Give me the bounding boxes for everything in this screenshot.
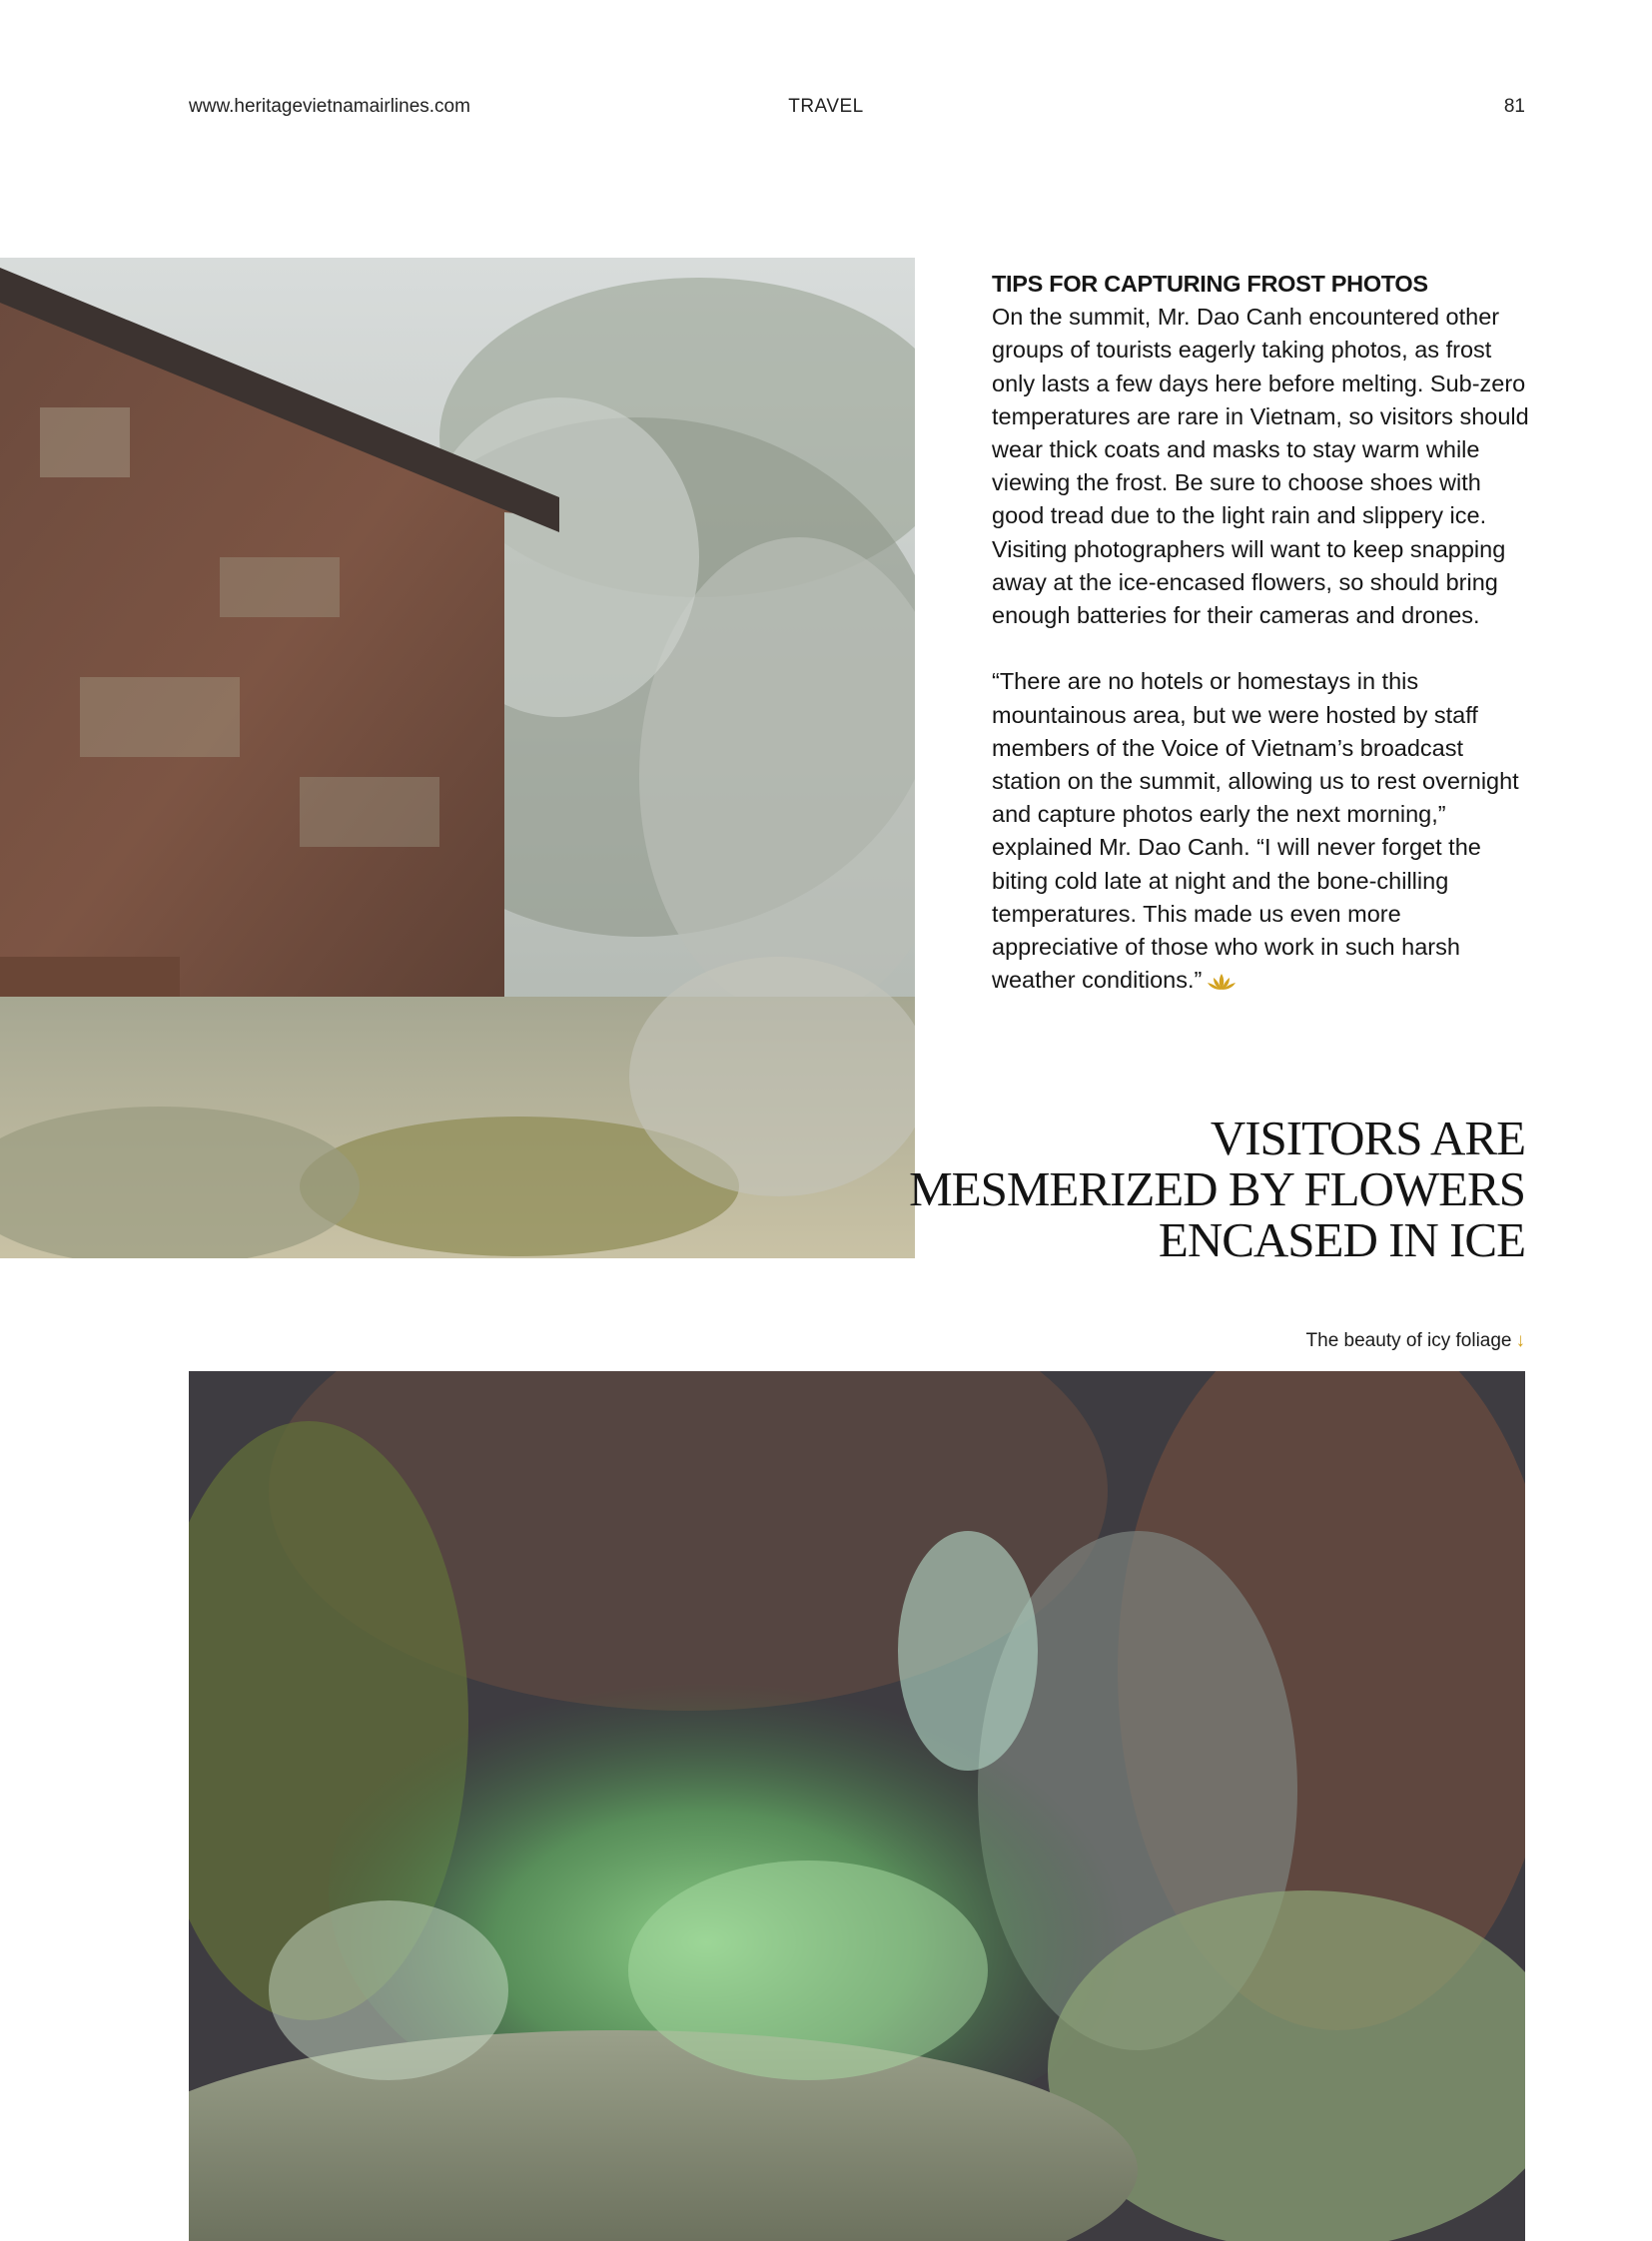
article-text <box>992 268 1531 1031</box>
section-heading: TIPS FOR CAPTURING FROST PHOTOS <box>992 271 1428 297</box>
pull-quote <box>906 1113 1525 1265</box>
frosted-house-photo <box>0 258 915 1258</box>
section-label: TRAVEL <box>788 96 864 117</box>
pull-quote-line: VISITORS ARE <box>1210 1111 1525 1165</box>
pull-quote-line: MESMERIZED BY FLOWERS <box>909 1161 1525 1216</box>
icy-foliage-photo <box>189 1371 1525 2241</box>
caption-text: The beauty of icy foliage <box>1305 1330 1512 1351</box>
lotus-icon <box>1208 973 1236 991</box>
pull-quote-line: ENCASED IN ICE <box>1158 1212 1525 1267</box>
paragraph-text: “There are no hotels or homestays in this mountainous area, but we were hosted by staff members of the Voice of Vietnam’s broadcast station on the summit, allowing us to rest overnight and capture photos early the next morning,” explained Mr. Dao Canh. “I will never forget the biting cold late at night and the bone-chilling temperatures. This made us even more appreciative of those who work in such harsh weather conditions.” <box>992 668 1519 994</box>
arrow-down-icon: ↓ <box>1515 1330 1525 1351</box>
page-number: 81 <box>1503 96 1525 117</box>
paragraph: On the summit, Mr. Dao Canh encountered other groups of tourists eagerly taking photos, as frost only lasts a few days here before melting. Sub-zero temperatures are rare in Vietnam, so visitors should wear thick coats and masks to stay warm while viewing the frost. Be sure to choose shoes with good tread due to the light rain and slippery ice. Visiting photographers will want to keep snapping away at the ice-encased flowers, so should bring enough batteries for their cameras and drones. <box>992 304 1529 629</box>
paragraph <box>992 665 1531 997</box>
photo-caption <box>1306 1330 1525 1352</box>
website-url: www.heritagevietnamairlines.com <box>189 96 470 117</box>
